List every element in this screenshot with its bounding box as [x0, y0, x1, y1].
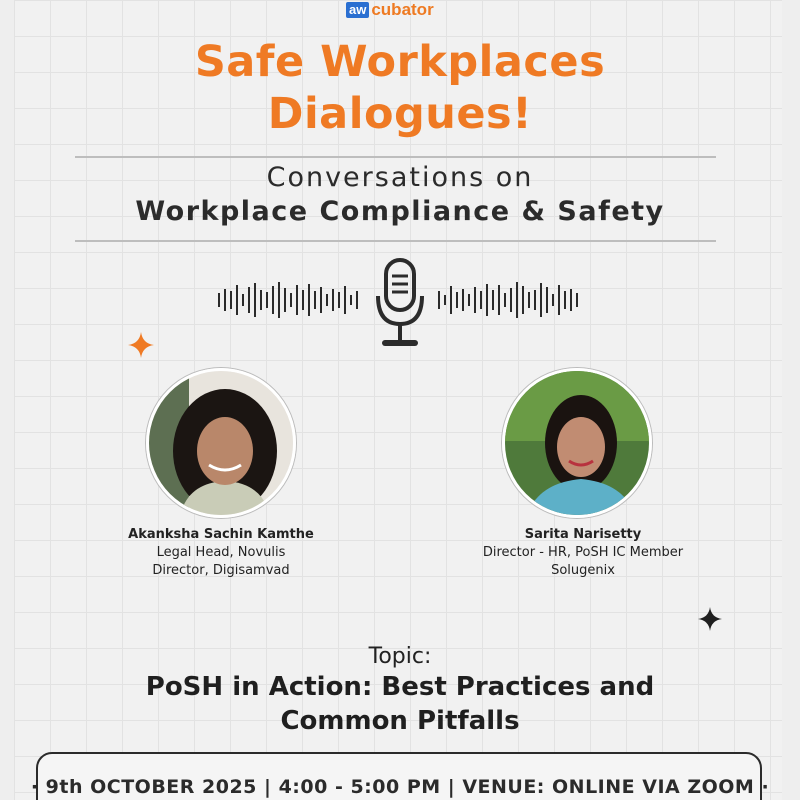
microphone-icon	[374, 256, 426, 350]
speaker-2-role-2: Solugenix	[551, 563, 615, 578]
logo	[346, 0, 434, 20]
sparkle-icon	[698, 606, 722, 632]
speaker-1-role-1: Legal Head, Novulis	[156, 545, 286, 560]
topic-title-line-1: PoSH in Action: Best Practices and	[145, 672, 655, 702]
topic-title-line-2: Common Pitfalls	[280, 706, 520, 736]
subtitle-line-1: Conversations on	[266, 162, 534, 193]
sound-wave-icon	[438, 280, 584, 320]
divider-top	[75, 156, 716, 158]
avatar-speaker-2	[502, 368, 652, 518]
speaker-2-role-1: Director - HR, PoSH IC Member	[482, 545, 684, 560]
speaker-2-photo	[505, 371, 652, 518]
speaker-1-info	[100, 526, 342, 580]
sound-wave-icon	[218, 280, 364, 320]
title-line-1: Safe Workplaces	[194, 37, 606, 87]
speaker-2-name: Sarita Narisetty	[524, 527, 642, 542]
speaker-1-role-2: Director, Digisamvad	[152, 563, 290, 578]
event-details: · 9th OCTOBER 2025 | 4:00 - 5:00 PM | VENUE: ONLINE VIA ZOOM ·	[30, 776, 770, 798]
page-title	[0, 36, 800, 140]
divider-bottom	[75, 240, 716, 242]
subtitle-line-2: Workplace Compliance & Safety	[135, 196, 665, 227]
avatar-speaker-1	[146, 368, 296, 518]
topic-title	[0, 670, 800, 738]
title-line-2: Dialogues!	[267, 89, 533, 139]
sparkle-icon	[128, 332, 154, 358]
speaker-1-photo	[149, 371, 296, 518]
speaker-2-info	[462, 526, 704, 580]
speaker-1-name: Akanksha Sachin Kamthe	[128, 527, 314, 542]
logo-text: cubator	[371, 0, 434, 19]
topic-label: Topic:	[368, 644, 432, 669]
logo-mark: aw	[346, 2, 369, 18]
